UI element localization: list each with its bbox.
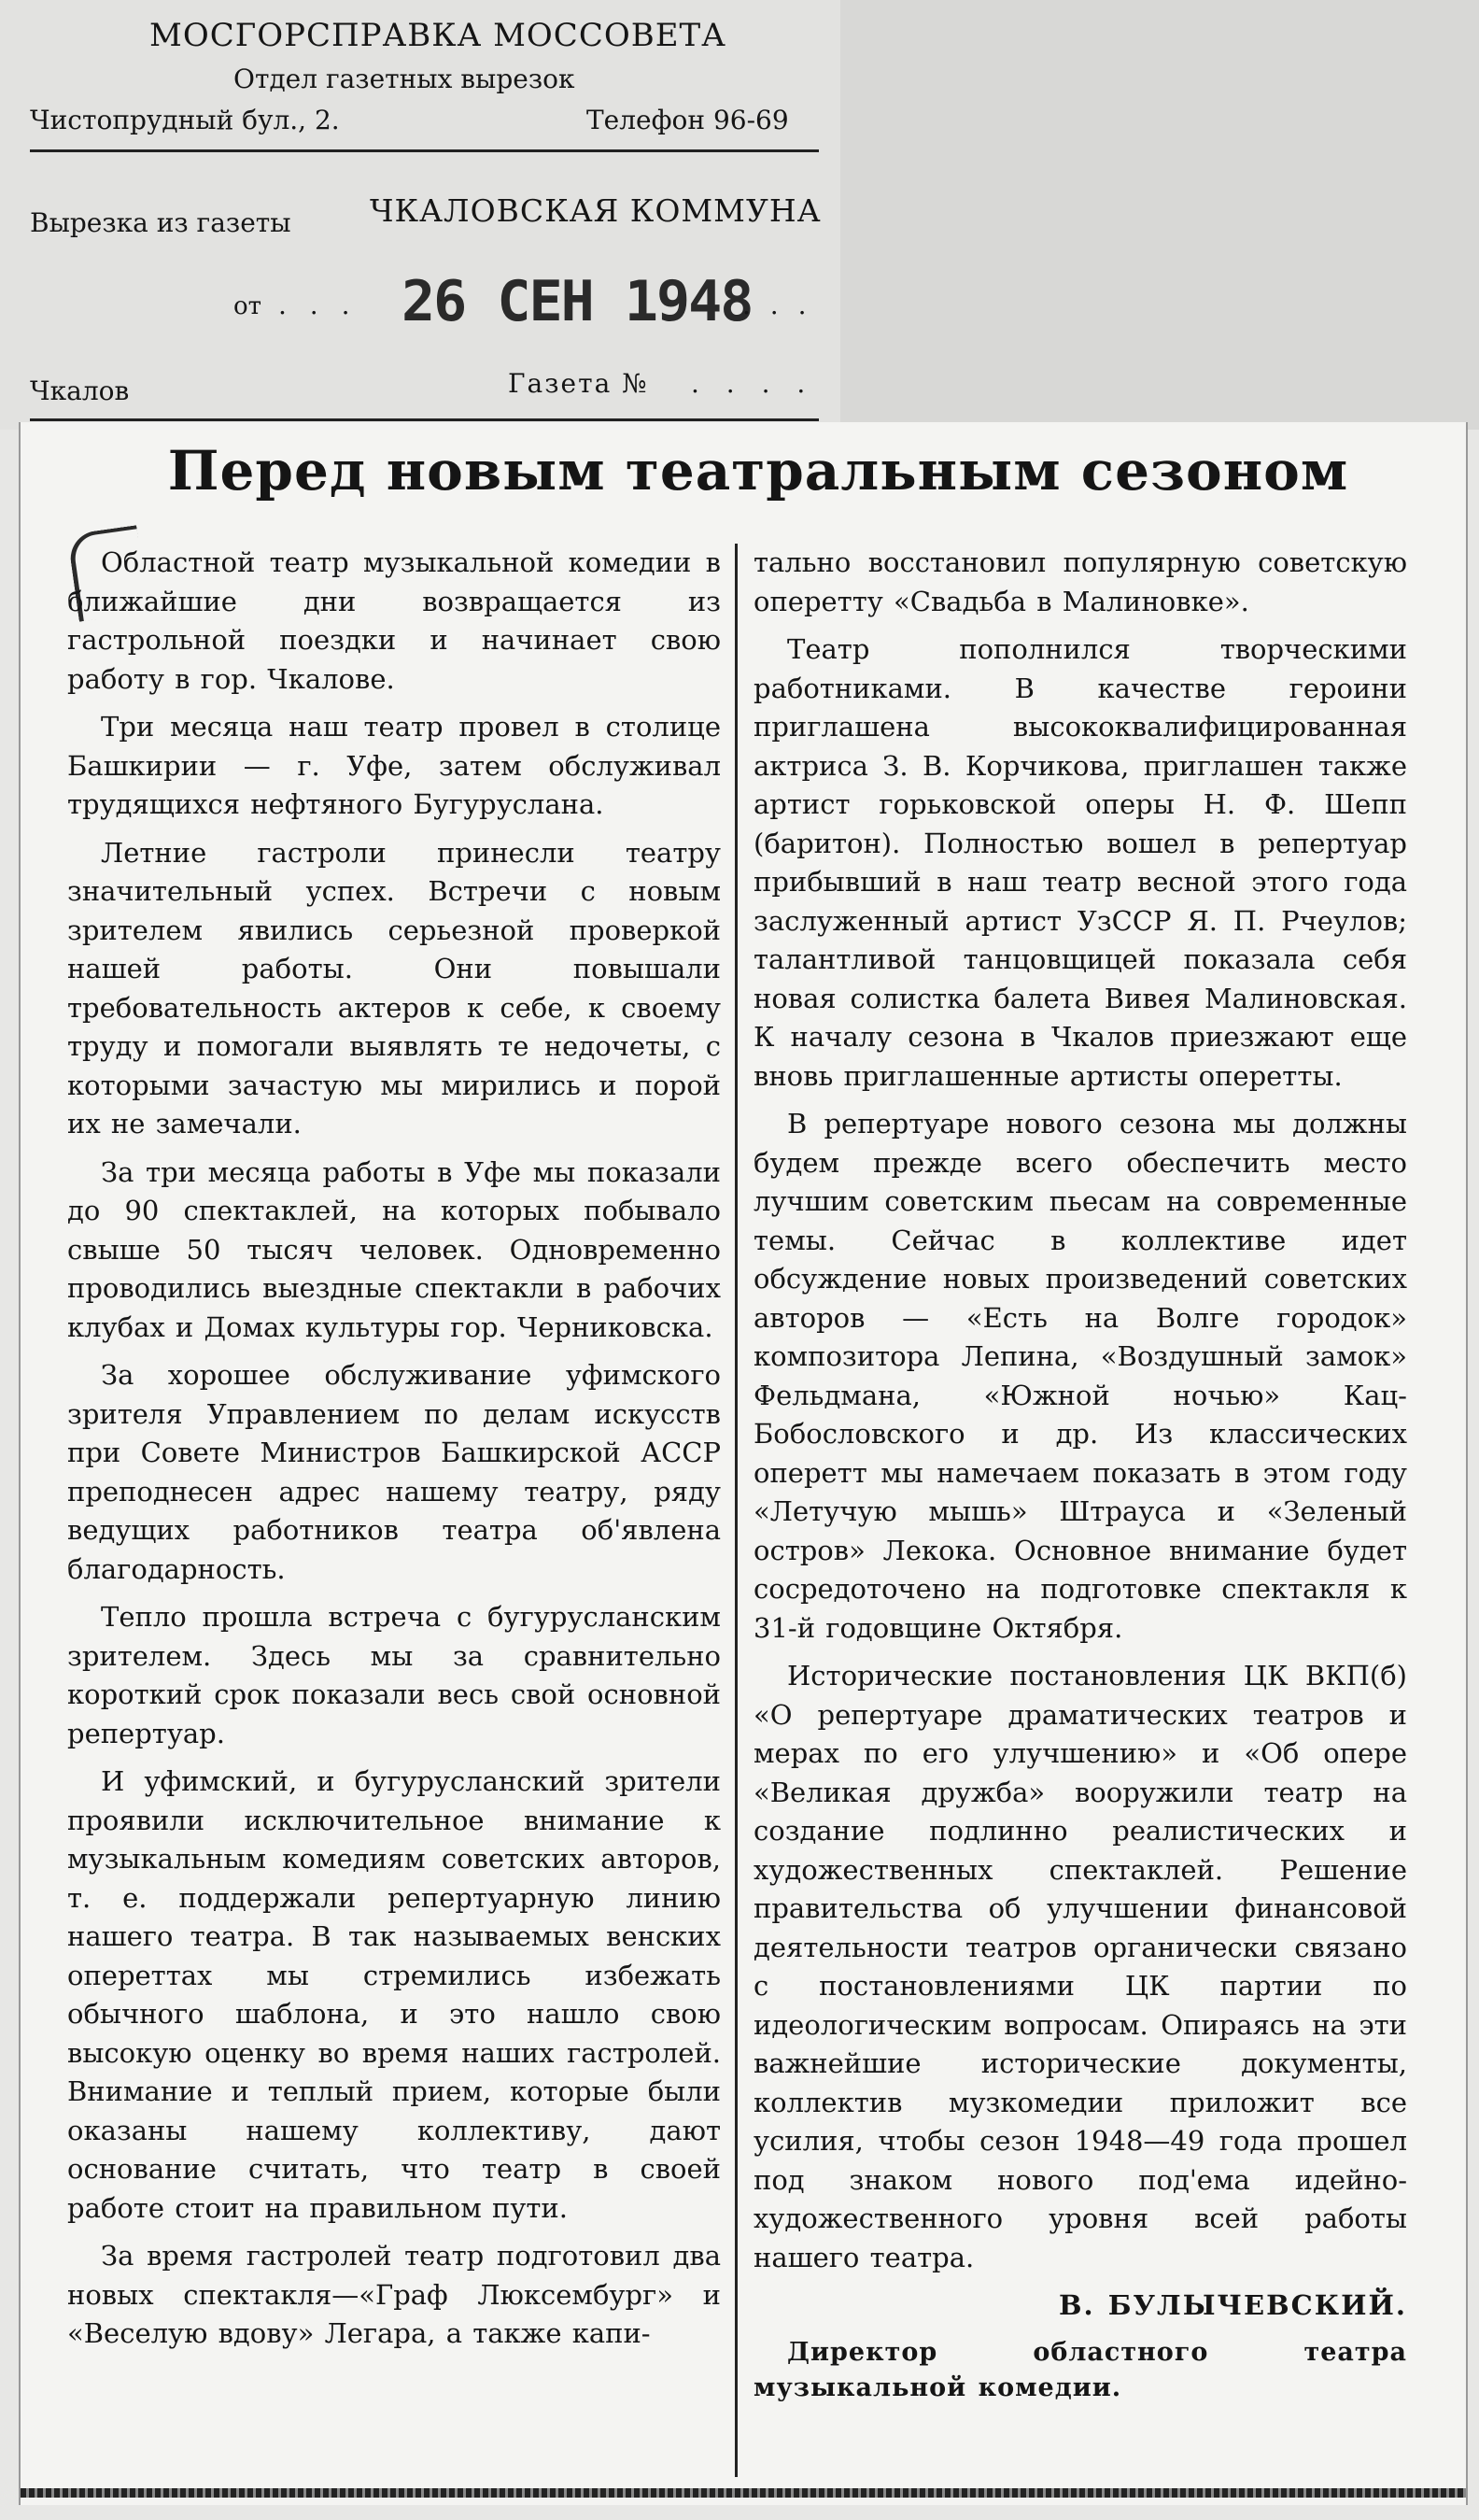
paragraph: За три месяца работы в Уфе мы показали до 90 спектаклей, на которых побывало свыше 50 тысяч человек. Одновременно проводились выездные спектакли в рабочих клубах и Домах культуры гор. Черниковска. [67, 1155, 721, 1343]
footer-rule [21, 2488, 1466, 2498]
article-headline: Перед новым театральным сезоном [167, 439, 1349, 503]
clip-label: Вырезка из газеты [30, 207, 291, 238]
date-dots-right: . . . [742, 290, 812, 320]
date-prefix: от [233, 292, 262, 320]
author-title: Директор областного театра музыкальной комедии. [754, 2337, 1407, 2402]
city-line: Чкалов [30, 375, 130, 406]
issue-label: Газета № [508, 368, 649, 399]
form-rule-bottom [30, 418, 819, 421]
column-divider [735, 544, 738, 2477]
paragraph: Областной театр музыкальной комедии в ближайшие дни возвращается из гастрольной поездки и начинает свою работу в гор. Чкалове. [67, 546, 721, 695]
form-rule-top [30, 149, 819, 152]
newspaper-name: ЧКАЛОВСКАЯ КОММУНА [370, 192, 822, 229]
article-column-right [754, 544, 1407, 2415]
date-stamp: 26 СЕН 1948 [401, 269, 753, 334]
blank-margin [840, 0, 1479, 430]
paragraph: За время гастролей театр подготовил два новых спектакля—«Граф Люксембург» и «Веселую вдову» Легара, а также капи- [67, 2240, 721, 2349]
clipping-form-slip [0, 0, 840, 430]
paragraph-continuation: тально восстановил популярную советскую оперетту «Свадьба в Малиновке». [754, 546, 1407, 617]
paragraph: Театр пополнился творческими работниками. В качестве героини приглашена высококвалифицированная актриса З. В. Корчикова, приглашен также артист горьковской оперы Н. Ф. Шепп (баритон). Полностью вошел в репертуар прибывший в наш театр весной этого года заслуженный артист УзССР Я. П. Рчеулов; талантливой танцовщицей показала себя новая солистка балета Вивея Малиновская. К началу сезона в Чкалов приезжают еще вновь приглашенные артисты оперетты. [754, 633, 1407, 1092]
article-column-left [67, 544, 721, 2363]
paragraph: В репертуаре нового сезона мы должны будем прежде всего обеспечить место лучшим советским пьесам на современные темы. Сейчас в коллективе идет обсуждение новых произведений советских авторов — «Есть на Волге городок» композитора Лепина, «Воздушный замок» Фельдмана, «Южной ночью» Кац-Бобословского и др. Из классических оперетт мы намечаем показать в этом году «Летучую мышь» Штрауса и «Зеленый остров» Лекока. Основное внимание будет сосредоточено на подготовке спектакля к 31-й годовщине Октября. [754, 1108, 1407, 1644]
phone-line: Телефон 96-69 [586, 105, 789, 135]
author-signature: В. БУЛЫЧЕВСКИЙ. [1059, 2289, 1407, 2321]
paragraph: И уфимский, и бугурусланский зрители проявили исключительное внимание к музыкальным комедиям советских авторов, т. е. поддержали репертуарную линию нашего театра. В так называемых венских опереттах мы стремились избежать обычного шаблона, и это нашло свою высокую оценку во время наших гастролей. Внимание и теплый прием, которые были оказаны нашему коллективу, дают основание считать, что театр в своей работе стоит на правильном пути. [67, 1765, 721, 2224]
issue-dots: . . . . [691, 368, 815, 399]
address-line: Чистопрудный бул., 2. [30, 105, 340, 135]
paragraph: Летние гастроли принесли театру значительный успех. Встречи с новым зрителем явились серьезной проверкой нашей работы. Они повышали требовательность актеров к себе, к своему труду и помогали выявлять те недочеты, с которыми зачастую мы мирились и порой их не замечали. [67, 836, 721, 1140]
paragraph: Исторические постановления ЦК ВКП(б) «О репертуаре драматических театров и мерах по его улучшению» и «Об опере «Великая дружба» вооружили театр на создание подлинно реалистических и художественных спектаклей. Решение правительства об улучшении финансовой деятельности театров органически связано с постановлениями ЦК партии по идеологическим вопросам. Опираясь на эти важнейшие исторические документы, коллектив музкомедии приложит все усилия, чтобы сезон 1948—49 года прошел под знаком нового под'ема идейно-художественного уровня всей работы нашего театра. [754, 1660, 1407, 2273]
bureau-header: МОСГОРСПРАВКА МОССОВЕТА [149, 17, 726, 54]
paragraph: За хорошее обслуживание уфимского зрителя Управлением по делам искусств при Совете Министров Башкирской АССР преподнесен адрес нашему театру, ряду ведущих работников театра об'явлена благодарность. [67, 1359, 721, 1585]
date-dots-left: . . . [278, 290, 358, 320]
paragraph: Три месяца наш театр провел в столице Башкирии — г. Уфе, затем обслуживал трудящихся нефтяного Бугуруслана. [67, 711, 721, 820]
paragraph: Тепло прошла встреча с бугурусланским зрителем. Здесь мы за сравнительно короткий срок показали весь свой основной репертуар. [67, 1601, 721, 1749]
newspaper-clipping [19, 422, 1468, 2505]
department-line: Отдел газетных вырезок [233, 64, 575, 94]
